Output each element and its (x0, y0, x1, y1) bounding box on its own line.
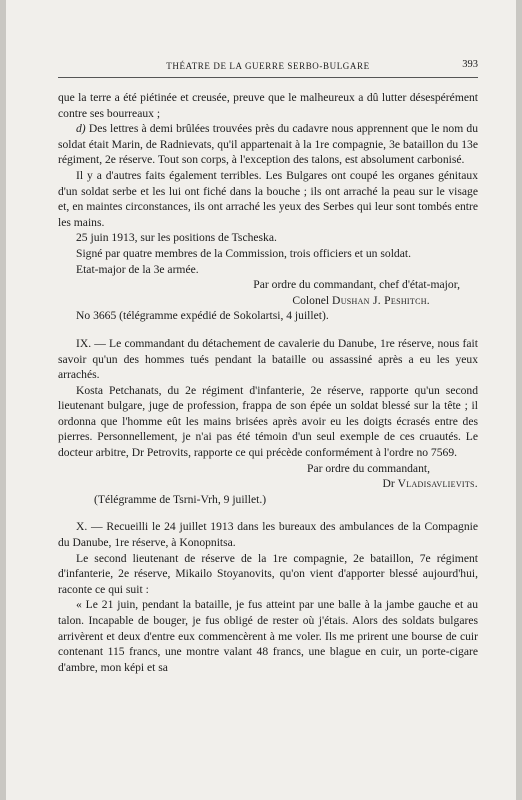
paragraph-text: Des lettres à demi brûlées trouvées près du cadavre nous apprennent que le nom du soldat était Marin, de Radnievats, qu'il appartenait à la 1re compagnie, 3e bataillon du 13e régiment, 2e réserve. Tout son corps, à l'exception des talons, est absolument carbonisé. (58, 122, 478, 167)
section-gap (58, 324, 478, 336)
section-gap (58, 507, 478, 519)
paragraph: Il y a d'autres faits également terribles. Les Bulgares ont coupé les organes génitaux d'un soldat serbe et les lui ont fiché dans la bouche ; ils ont arraché la peau sur le visage et, en maintes circonstances, ils ont arraché les yeux des Serbes qui leur sont tombés entre les mains. (58, 168, 478, 229)
paragraph: IX. — Le commandant du détachement de cavalerie du Danube, 1re réserve, nous fait savoir qu'un des hommes tués pendant la bataille ou assassiné après a eu les yeux arrachés. (58, 336, 478, 382)
paragraph: Le second lieutenant de réserve de la 1re compagnie, 2e bataillon, 7e régiment d'infanterie, 2e réserve, Mikailo Stoyanovits, qu'on vient d'apporter blessé aujourd'hui, raconte ce qui suit : (58, 551, 478, 596)
paragraph: X. — Recueilli le 24 juillet 1913 dans les bureaux des ambulances de la Compagnie du Danube, 1re réserve, à Konopnitsa. (58, 520, 478, 550)
paragraph: Etat-major de la 3e armée. (76, 262, 199, 276)
paragraph: « Le 21 juin, pendant la bataille, je fus atteint par une balle à la jambe gauche et au talon. Incapable de bouger, je fus obligé de rester où j'étais. Alors des soldats bulgares arrivèrent et deux d'entre eux commencèrent à me voler. Ils me prirent une bourse de cuir contenant 115 francs, une montre valant 48 francs, une blague en cuir, un porte-cigare d'ambre, mon képi et sa (58, 598, 478, 674)
signature-title: Dr (382, 477, 398, 491)
running-title: THÉATRE DE LA GUERRE SERBO-BULGARE (166, 61, 370, 71)
paragraph: Signé par quatre membres de la Commission, trois officiers et un soldat. (76, 246, 411, 260)
signatory-name: Vladisavlievits. (397, 477, 478, 491)
signature-name (58, 476, 478, 492)
page-body (58, 90, 478, 675)
signature-rank: Colonel (292, 293, 333, 307)
item-letter: d) (76, 122, 86, 136)
paragraph: que la terre a été piétinée et creusée, preuve que le malheureux a dû lutter désespérément contre ses bourreaux ; (58, 91, 478, 120)
paragraph (58, 121, 478, 168)
paragraph: 25 juin 1913, sur les positions de Tscheska. (76, 231, 277, 245)
signatory-name: Dushan J. Peshitch. (332, 293, 430, 307)
signature-line: Par ordre du commandant, chef d'état-major, (253, 278, 460, 292)
signature-name (58, 293, 478, 309)
page-number: 393 (462, 59, 478, 70)
document-page (6, 0, 516, 800)
header-rule (58, 77, 478, 78)
paragraph: No 3665 (télégramme expédié de Sokolartsi, 4 juillet). (76, 309, 329, 323)
signature-line: Par ordre du commandant, (307, 461, 430, 475)
running-header (58, 58, 478, 74)
paragraph: Kosta Petchanats, du 2e régiment d'infanterie, 2e réserve, rapporte qu'un second lieutenant bulgare, juge de profession, frappa de son épée un soldat blessé sur la tête ; il ordonna que l'homme eût les mains brisées après avoir eu les doigts écrasés entre des pierres. Personnellement, je n'ai pas été témoin d'un seul exemple de ces cruautés. Le docteur arbitre, Dr Petrovits, rapporte ce qui précède conformément à l'ordre no 7569. (58, 383, 478, 460)
telegram-note: (Télégramme de Tsrni-Vrh, 9 juillet.) (94, 492, 267, 506)
